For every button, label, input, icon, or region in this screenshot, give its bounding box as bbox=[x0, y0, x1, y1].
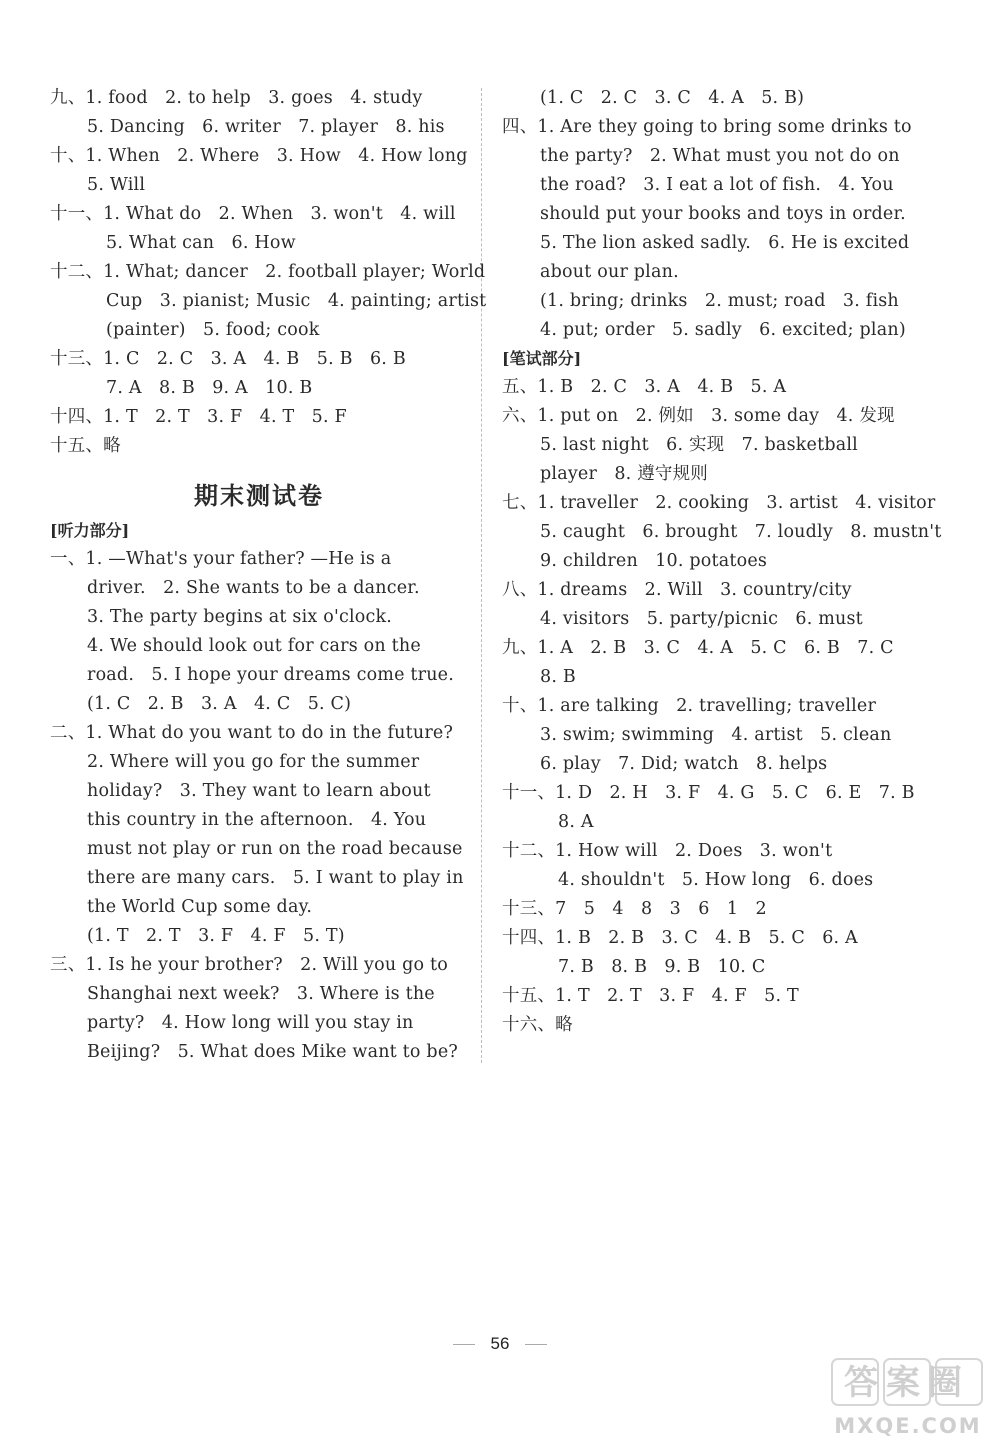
text-line: 十六、略 bbox=[502, 1015, 573, 1035]
text-line: the party? 2. What must you not do on bbox=[540, 146, 900, 166]
text-line: about our plan. bbox=[540, 262, 679, 282]
text-line: this country in the afternoon. 4. You bbox=[87, 810, 427, 830]
page-number-dash-left bbox=[453, 1344, 475, 1345]
text-line: 九、1. food 2. to help 3. goes 4. study bbox=[50, 88, 423, 108]
text-line: (1. C 2. B 3. A 4. C 5. C) bbox=[87, 694, 352, 714]
text-line: should put your books and toys in order. bbox=[540, 204, 906, 224]
text-line: road. 5. I hope your dreams come true. bbox=[87, 665, 455, 685]
text-line: 五、1. B 2. C 3. A 4. B 5. A bbox=[502, 377, 787, 397]
text-line: 十一、1. What do 2. When 3. won't 4. will bbox=[50, 204, 456, 224]
watermark-bottom-text: MXQE.COM bbox=[834, 1414, 982, 1438]
text-line: 六、1. put on 2. 例如 3. some day 4. 发现 bbox=[502, 406, 895, 426]
text-line: 2. Where will you go for the summer bbox=[87, 752, 420, 772]
text-line: 一、1. —What's your father? —He is a bbox=[50, 549, 392, 569]
right-column bbox=[502, 84, 942, 1040]
text-line: 十二、1. What; dancer 2. football player; World bbox=[50, 262, 486, 282]
written-section-tag: [笔试部分] bbox=[502, 349, 582, 368]
text-line: 5. caught 6. brought 7. loudly 8. mustn't bbox=[540, 522, 942, 542]
watermark-top-text: 答案圈 bbox=[844, 1363, 970, 1403]
text-line: 十、1. are talking 2. travelling; traveller bbox=[502, 696, 877, 716]
text-line: Shanghai next week? 3. Where is the bbox=[87, 984, 435, 1004]
text-line: 5. What can 6. How bbox=[106, 233, 296, 253]
text-line: 十二、1. How will 2. Does 3. won't bbox=[502, 841, 833, 861]
text-line: 8. B bbox=[540, 667, 576, 687]
text-line: (1. bring; drinks 2. must; road 3. fish bbox=[540, 291, 899, 311]
text-line: the World Cup some day. bbox=[87, 897, 313, 917]
text-line: 5. last night 6. 实现 7. basketball bbox=[540, 435, 858, 455]
text-line: 三、1. Is he your brother? 2. Will you go to bbox=[50, 955, 448, 975]
text-line: there are many cars. 5. I want to play in bbox=[87, 868, 464, 888]
text-line: 八、1. dreams 2. Will 3. country/city bbox=[502, 580, 852, 600]
text-line: party? 4. How long will you stay in bbox=[87, 1013, 414, 1033]
text-line: 二、1. What do you want to do in the future? bbox=[50, 723, 454, 743]
text-line: 4. We should look out for cars on the bbox=[87, 636, 421, 656]
section-title: 期末测试卷 bbox=[194, 481, 324, 510]
text-line: 6. play 7. Did; watch 8. helps bbox=[540, 754, 828, 774]
text-line: holiday? 3. They want to learn about bbox=[87, 781, 431, 801]
page-number-text: 56 bbox=[490, 1334, 510, 1353]
text-line: (painter) 5. food; cook bbox=[106, 320, 320, 340]
text-line: 4. put; order 5. sadly 6. excited; plan) bbox=[540, 320, 906, 340]
text-line: player 8. 遵守规则 bbox=[540, 464, 708, 484]
column-divider bbox=[481, 88, 482, 1063]
text-line: 九、1. A 2. B 3. C 4. A 5. C 6. B 7. C bbox=[502, 638, 894, 658]
text-line: 十一、1. D 2. H 3. F 4. G 5. C 6. E 7. B bbox=[502, 783, 915, 803]
text-line: 十三、1. C 2. C 3. A 4. B 5. B 6. B bbox=[50, 349, 406, 369]
text-line: 七、1. traveller 2. cooking 3. artist 4. visitor bbox=[502, 493, 936, 513]
page-number-dash-right bbox=[525, 1344, 547, 1345]
text-line: 5. Dancing 6. writer 7. player 8. his bbox=[87, 117, 445, 137]
text-line: 4. shouldn't 5. How long 6. does bbox=[558, 870, 874, 890]
watermark-logo bbox=[828, 1355, 988, 1440]
text-line: 十四、1. T 2. T 3. F 4. T 5. F bbox=[50, 407, 347, 427]
text-line: 十三、7 5 4 8 3 6 1 2 bbox=[502, 899, 767, 919]
text-line: the road? 3. I eat a lot of fish. 4. You bbox=[540, 175, 894, 195]
text-line: 十、1. When 2. Where 3. How 4. How long bbox=[50, 146, 468, 166]
text-line: must not play or run on the road because bbox=[87, 839, 463, 859]
page-number bbox=[0, 1334, 1000, 1354]
text-line: (1. C 2. C 3. C 4. A 5. B) bbox=[540, 88, 805, 108]
text-line: 十四、1. B 2. B 3. C 4. B 5. C 6. A bbox=[502, 928, 858, 948]
text-line: 7. A 8. B 9. A 10. B bbox=[106, 378, 313, 398]
text-line: driver. 2. She wants to be a dancer. bbox=[87, 578, 420, 598]
text-line: 5. The lion asked sadly. 6. He is excited bbox=[540, 233, 910, 253]
text-line: 3. swim; swimming 4. artist 5. clean bbox=[540, 725, 892, 745]
text-line: 十五、1. T 2. T 3. F 4. F 5. T bbox=[502, 986, 799, 1006]
text-line: 8. A bbox=[558, 812, 594, 832]
text-line: 4. visitors 5. party/picnic 6. must bbox=[540, 609, 863, 629]
text-line: (1. T 2. T 3. F 4. F 5. T) bbox=[87, 926, 345, 946]
text-line: 四、1. Are they going to bring some drinks to bbox=[502, 117, 912, 137]
text-line: 5. Will bbox=[87, 175, 146, 195]
text-line: 7. B 8. B 9. B 10. C bbox=[558, 957, 766, 977]
listening-section-tag: [听力部分] bbox=[50, 521, 130, 540]
text-line: 3. The party begins at six o'clock. bbox=[87, 607, 393, 627]
text-line: Beijing? 5. What does Mike want to be? bbox=[87, 1042, 458, 1062]
text-line: 9. children 10. potatoes bbox=[540, 551, 768, 571]
text-line: Cup 3. pianist; Music 4. painting; artist bbox=[106, 291, 487, 311]
text-line: 十五、略 bbox=[50, 436, 121, 456]
left-column bbox=[50, 84, 487, 1067]
